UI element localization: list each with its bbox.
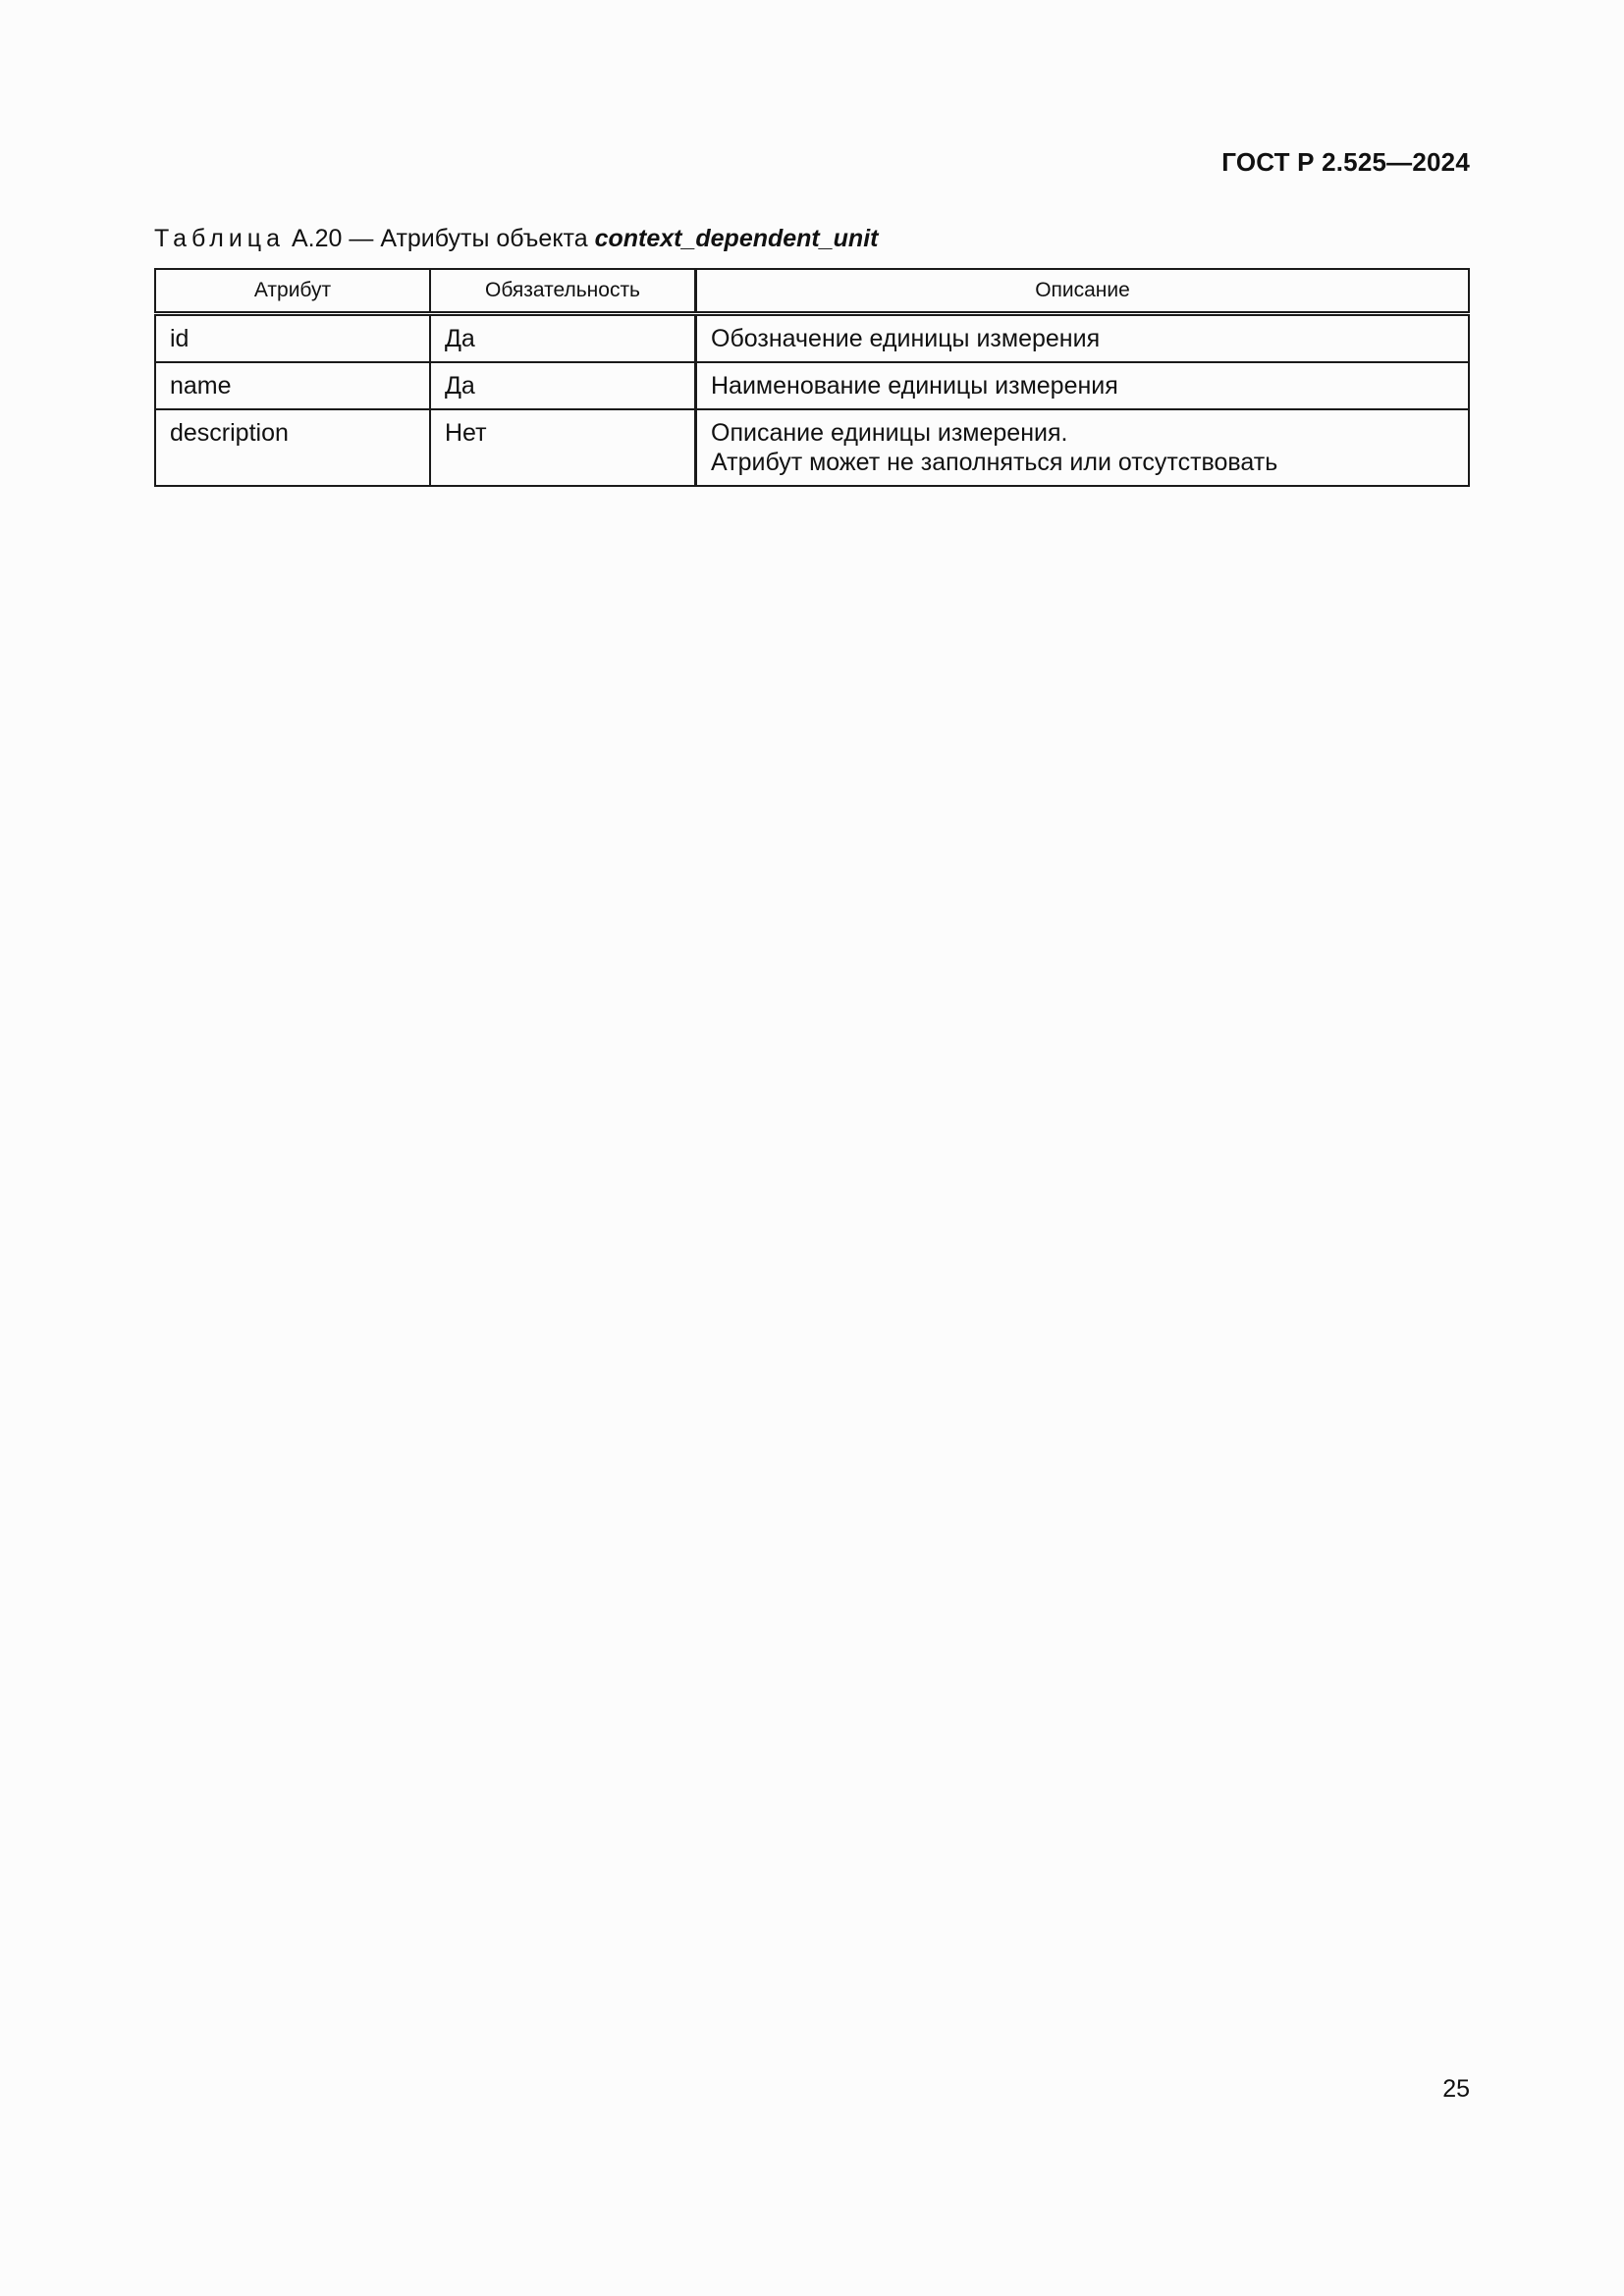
table-caption-number: А.20 [291,225,343,252]
table-caption-text: — Атрибуты объекта [342,225,595,252]
description-line: Обозначение единицы измерения [711,325,1101,352]
table-row [155,362,1469,409]
description-line: Атрибут может не заполняться или отсутствовать [711,449,1278,476]
page-number: 25 [1442,2075,1470,2103]
cell-required: Да [430,362,696,409]
cell-required: Нет [430,409,696,486]
table-caption-object: context_dependent_unit [594,225,879,252]
description-line: Описание единицы измерения. [711,419,1068,447]
cell-description [696,314,1470,363]
table-caption-word: Таблица [154,225,286,252]
header-required: Обязательность [430,269,696,314]
header-description: Описание [696,269,1470,314]
cell-description [696,362,1470,409]
cell-attribute: description [155,409,430,486]
cell-attribute: name [155,362,430,409]
cell-required: Да [430,314,696,363]
header-attribute: Атрибут [155,269,430,314]
cell-description [696,409,1470,486]
table-row [155,409,1469,486]
description-line: Наименование единицы измерения [711,372,1118,400]
document-standard-header: ГОСТ Р 2.525—2024 [1221,147,1470,177]
table-header-row [155,269,1469,314]
table-caption [154,225,878,253]
cell-attribute: id [155,314,430,363]
attributes-table [154,268,1470,487]
table-row [155,314,1469,363]
